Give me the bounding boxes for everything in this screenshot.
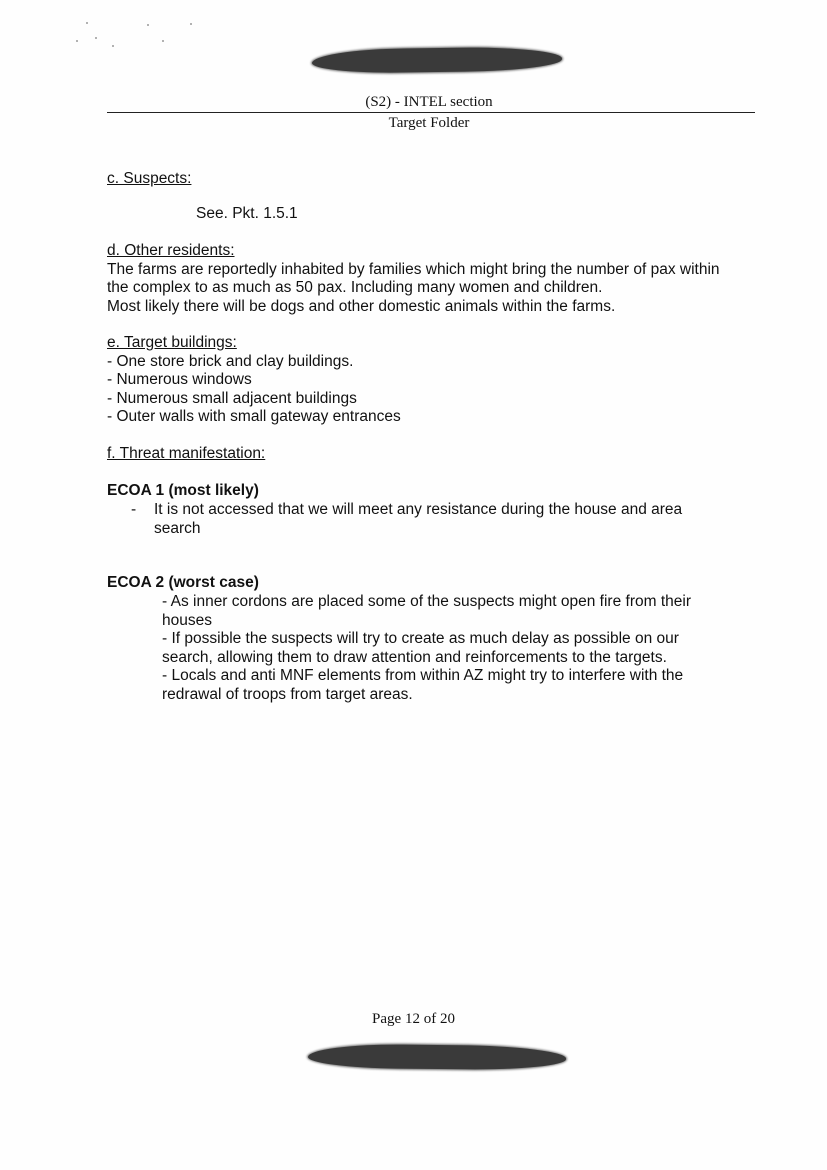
other-residents-section [107,242,757,316]
paragraph-line: - If possible the suspects will try to create as much delay as possible on our [162,630,679,647]
paragraph-line: the complex to as much as 50 pax. Including many women and children. [107,279,603,296]
threat-section [107,445,757,464]
list-item: - Numerous small adjacent buildings [107,389,357,407]
scan-speck [112,45,114,47]
ecoa1-bullet: - [131,501,137,518]
ecoa1-title: ECOA 1 (most likely) [107,482,259,499]
paragraph-line: redrawal of troops from target areas. [162,685,413,703]
scan-speck [190,23,192,25]
ecoa2-text [162,593,762,704]
scan-speck [86,22,88,24]
suspects-section [107,170,757,189]
list-item: - One store brick and clay buildings. [107,352,354,370]
paragraph-line: - Locals and anti MNF elements from within AZ might try to interfere with the [162,667,684,684]
suspects-reference [196,205,827,224]
other-residents-heading: d. Other residents: [107,242,235,259]
paragraph-line: - As inner cordons are placed some of the suspects might open fire from their [162,593,691,610]
ecoa2-title: ECOA 2 (worst case) [107,574,259,591]
scan-speck [76,40,78,42]
paragraph-line: search, allowing them to draw attention and reinforcements to the targets. [162,648,667,666]
paragraph-line: search [154,519,201,537]
section-header: (S2) - INTEL section [365,94,493,110]
list-item: - Outer walls with small gateway entrances [107,408,401,425]
ecoa1-section [107,482,757,501]
scan-speck [147,24,149,26]
header-divider [107,112,755,113]
threat-heading: f. Threat manifestation: [107,445,266,462]
ecoa2-section [107,574,757,593]
paragraph-line: It is not accessed that we will meet any resistance during the house and area [154,501,683,518]
paragraph-line: The farms are reportedly inhabited by families which might bring the number of pax within [107,260,720,278]
suspects-heading: c. Suspects: [107,170,192,187]
ecoa1-text [154,501,754,538]
page-number: Page 12 of 20 [372,1011,455,1027]
scan-speck [95,37,97,39]
redacted-classification-bottom [308,1044,566,1071]
paragraph-line: Most likely there will be dogs and other domestic animals within the farms. [107,297,616,315]
list-item: - Numerous windows [107,371,252,388]
target-buildings-section [107,334,757,427]
scan-speck [162,40,164,42]
document-subtitle: Target Folder [388,115,470,131]
paragraph-line: houses [162,611,212,629]
target-buildings-heading: e. Target buildings: [107,334,237,351]
redacted-classification-top [312,46,562,73]
suspects-ref-text: See. Pkt. 1.5.1 [196,205,298,222]
